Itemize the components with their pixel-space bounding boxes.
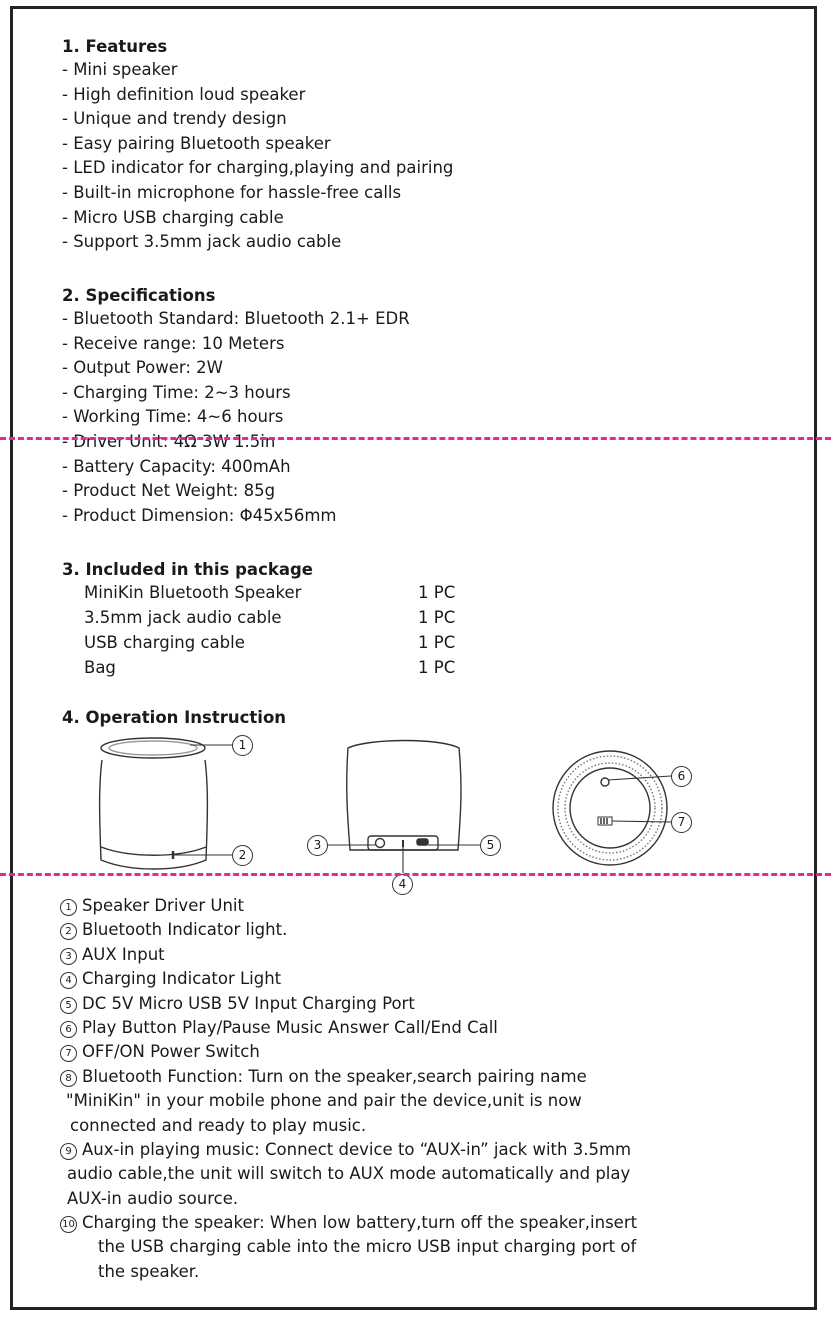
note-line: Charging the speaker: When low battery,turn off the speaker,insert [82,1213,638,1232]
speaker-back-view [347,741,461,851]
list-item: - Bluetooth Standard: Bluetooth 2.1+ EDR [62,309,410,328]
list-item: - Micro USB charging cable [62,207,284,227]
speaker-bottom-view [553,751,667,865]
legend-item [60,967,498,991]
number-badge: 3 [60,948,77,965]
list-item: - Output Power: 2W [62,358,223,378]
package-item-name: USB charging cable [84,633,245,652]
speaker-front-view [100,738,208,869]
list-item: - Built-in microphone for hassle-free calls [62,182,402,202]
list-item: - Unique and trendy design [62,109,287,129]
component-legend [60,894,498,1065]
legend-item [60,1040,498,1064]
callout-3: 3 [307,835,328,856]
features-heading: 1. Features [62,37,168,56]
legend-text: AUX Input [82,944,165,964]
operation-heading: 4. Operation Instruction [62,708,287,727]
list-item: - Product Net Weight: 85g [62,481,276,501]
specifications-heading: 2. Specifications [62,286,216,305]
legend-item [60,894,498,918]
note-line: connected and ready to play music. [70,1115,367,1135]
callout-7: 7 [671,812,692,833]
package-item-qty: 1 PC [418,658,456,677]
list-item: - Easy pairing Bluetooth speaker [62,133,331,153]
list-item: - Charging Time: 2~3 hours [62,382,291,402]
list-item: - Driver Unit: 4Ω 3W 1.5in [62,431,276,451]
note-bluetooth-function [60,1065,587,1138]
number-badge: 8 [60,1070,77,1087]
package-item-qty: 1 PC [418,633,456,652]
list-item: - LED indicator for charging,playing and pairing [62,158,454,178]
package-heading: 3. Included in this package [62,560,313,579]
package-item-name: Bag [84,658,116,677]
callout-2: 2 [232,845,253,866]
legend-text: Charging Indicator Light [82,969,282,989]
legend-text: Speaker Driver Unit [82,896,244,915]
package-item-qty: 1 PC [418,583,456,602]
legend-text: OFF/ON Power Switch [82,1042,260,1062]
legend-item [60,943,498,967]
package-item-name: 3.5mm jack audio cable [84,608,282,627]
legend-text: Bluetooth Indicator light. [82,920,288,940]
list-item: - Working Time: 4~6 hours [62,407,284,427]
cut-line-bottom [0,873,831,876]
callout-5: 5 [480,835,501,856]
legend-text: DC 5V Micro USB 5V Input Charging Port [82,993,415,1013]
package-item-name: MiniKin Bluetooth Speaker [84,583,302,602]
legend-item [60,918,498,942]
callout-4: 4 [392,874,413,895]
number-badge: 7 [60,1045,77,1062]
list-item: - Receive range: 10 Meters [62,333,285,353]
legend-item [60,992,498,1016]
note-line: audio cable,the unit will switch to AUX mode automatically and play [67,1164,631,1184]
note-line: "MiniKin" in your mobile phone and pair the device,unit is now [66,1091,582,1111]
list-item: - High definition loud speaker [62,84,306,104]
callout-1: 1 [232,735,253,756]
package-item-qty: 1 PC [418,608,456,627]
number-badge: 9 [60,1143,77,1160]
list-item: - Support 3.5mm jack audio cable [62,232,342,252]
note-line: the USB charging cable into the micro USB input charging port of [98,1237,637,1257]
note-charging [60,1211,637,1284]
note-line: Bluetooth Function: Turn on the speaker,search pairing name [82,1067,587,1086]
note-line: AUX-in audio source. [67,1188,239,1208]
number-badge: 5 [60,997,77,1014]
list-item: - Product Dimension: Φ45x56mm [62,505,337,525]
legend-item [60,1016,498,1040]
note-line: the speaker. [98,1261,200,1281]
number-badge: 2 [60,923,77,940]
list-item: - Battery Capacity: 400mAh [62,456,291,476]
number-badge: 10 [60,1216,77,1233]
callout-6: 6 [671,766,692,787]
list-item: - Mini speaker [62,60,178,79]
note-aux-in [60,1138,631,1211]
number-badge: 1 [60,899,77,916]
legend-text: Play Button Play/Pause Music Answer Call/End Call [82,1018,498,1038]
number-badge: 6 [60,1021,77,1038]
number-badge: 4 [60,972,77,989]
note-line: Aux-in playing music: Connect device to “AUX-in” jack with 3.5mm [82,1140,632,1159]
